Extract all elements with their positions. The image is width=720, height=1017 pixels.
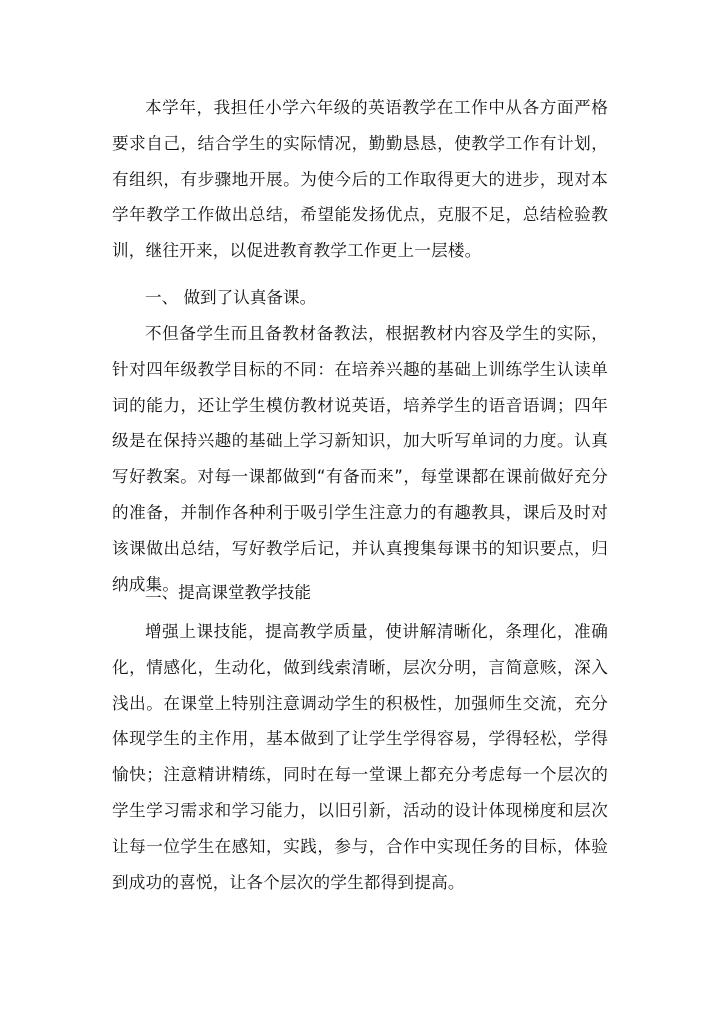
intro-paragraph: 本学年，我担任小学六年级的英语教学在工作中从各方面严格要求自己，结合学生的实际情况，勤勤恳恳，使教学工作有计划，有组织，有步骤地开展。为使今后的工作取得更大的进步，现对本学年教学工作做出总结，希望能发扬优点，克服不足，总结检验教训，继往开来，以促进教育教学工作更上一层楼。 <box>112 98 608 261</box>
classroom-skills-paragraph: 增强上课技能，提高教学质量，使讲解清晰化，条理化，准确化，情感化，生动化，做到线索清晰，层次分明，言简意赅，深入浅出。在课堂上特别注意调动学生的积极性，加强师生交流，充分体现学生的主作用，基本做到了让学生学得容易，学得轻松，学得愉快；注意精讲精练，同时在每一堂课上都充分考虑每一个层次的学生学习需求和学习能力，以旧引新，活动的设计体现梯度和层次让每一位学生在感知，实践，参与，合作中实现任务的目标，体验到成功的喜悦，让各个层次的学生都得到提高。 <box>112 622 608 892</box>
lesson-preparation-paragraph: 不但备学生而且备教材备教法，根据教材内容及学生的实际，针对四年级教学目标的不同：在培养兴趣的基础上训练学生认读单词的能力，还让学生模仿教材说英语，培养学生的语音语调；四年级是在保持兴趣的基础上学习新知识，加大听写单词的力度。认真写好教案。对每一课都做到“有备而来”，每堂课都在课前做好充分的准备，并制作各种利于吸引学生注意力的有趣教具，课后及时对该课做出总结，写好教学后记，并认真搜集每课书的知识要点，归纳成集。 <box>112 324 608 594</box>
section-heading-classroom-skills: 二、提高课堂教学技能 <box>145 583 311 602</box>
section-heading-lesson-preparation: 一、 做到了认真备课。 <box>145 288 317 307</box>
